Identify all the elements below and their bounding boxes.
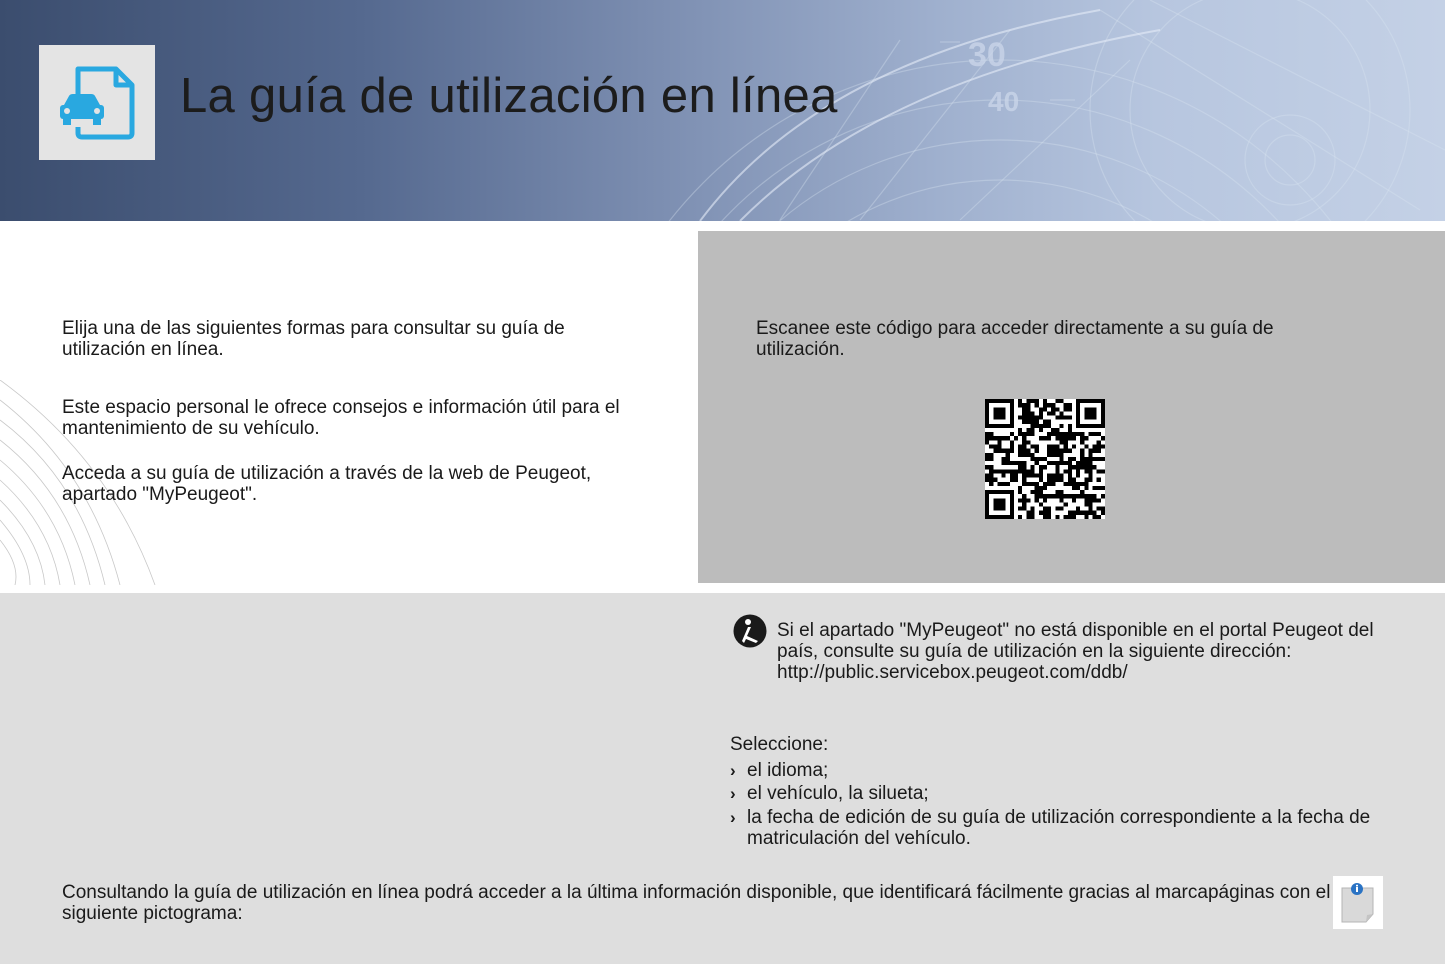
select-item-language	[730, 760, 1390, 781]
page-title: La guía de utilización en línea	[180, 69, 838, 123]
select-item-date	[730, 807, 1390, 849]
car-document-icon	[39, 45, 155, 160]
qr-panel	[698, 231, 1445, 583]
select-item-label: la fecha de edición de su guía de utilización correspondiente a la fecha de matriculación del vehículo.	[747, 807, 1371, 849]
select-title: Seleccione:	[730, 734, 829, 755]
info-icon	[733, 614, 767, 648]
chevron-right-icon: ›	[730, 808, 736, 827]
select-item-label: el idioma;	[747, 760, 829, 781]
gauge-number-40: 40	[988, 86, 1020, 117]
select-item-vehicle	[730, 783, 1390, 804]
qr-instruction-text: Escanee este código para acceder directamente a su guía de utilización.	[756, 318, 1274, 360]
qr-code[interactable]	[985, 399, 1105, 519]
intro-personal-space-text: Este espacio personal le ofrece consejos e información útil para el mantenimiento de su vehículo.	[62, 397, 620, 439]
info-text: Si el apartado "MyPeugeot" no está disponible en el portal Peugeot del país, consulte su guía de utilización en la siguiente dirección: http://public.servicebox.peugeot.com/ddb/	[777, 620, 1374, 683]
chevron-right-icon: ›	[730, 761, 736, 780]
footer-text: Consultando la guía de utilización en línea podrá acceder a la última información disponible, que identificará fácilmente gracias al marcapáginas con el siguiente pictograma:	[62, 882, 1331, 924]
gauge-number-30: 30	[968, 36, 1006, 74]
chevron-right-icon: ›	[730, 784, 736, 803]
bookmark-info-icon	[1333, 876, 1383, 929]
header-banner	[0, 0, 1445, 221]
intro-choose-text: Elija una de las siguientes formas para consultar su guía de utilización en línea.	[62, 318, 565, 360]
intro-access-text: Acceda a su guía de utilización a través de la web de Peugeot, apartado "MyPeugeot".	[62, 463, 592, 505]
select-item-label: el vehículo, la silueta;	[747, 783, 929, 804]
